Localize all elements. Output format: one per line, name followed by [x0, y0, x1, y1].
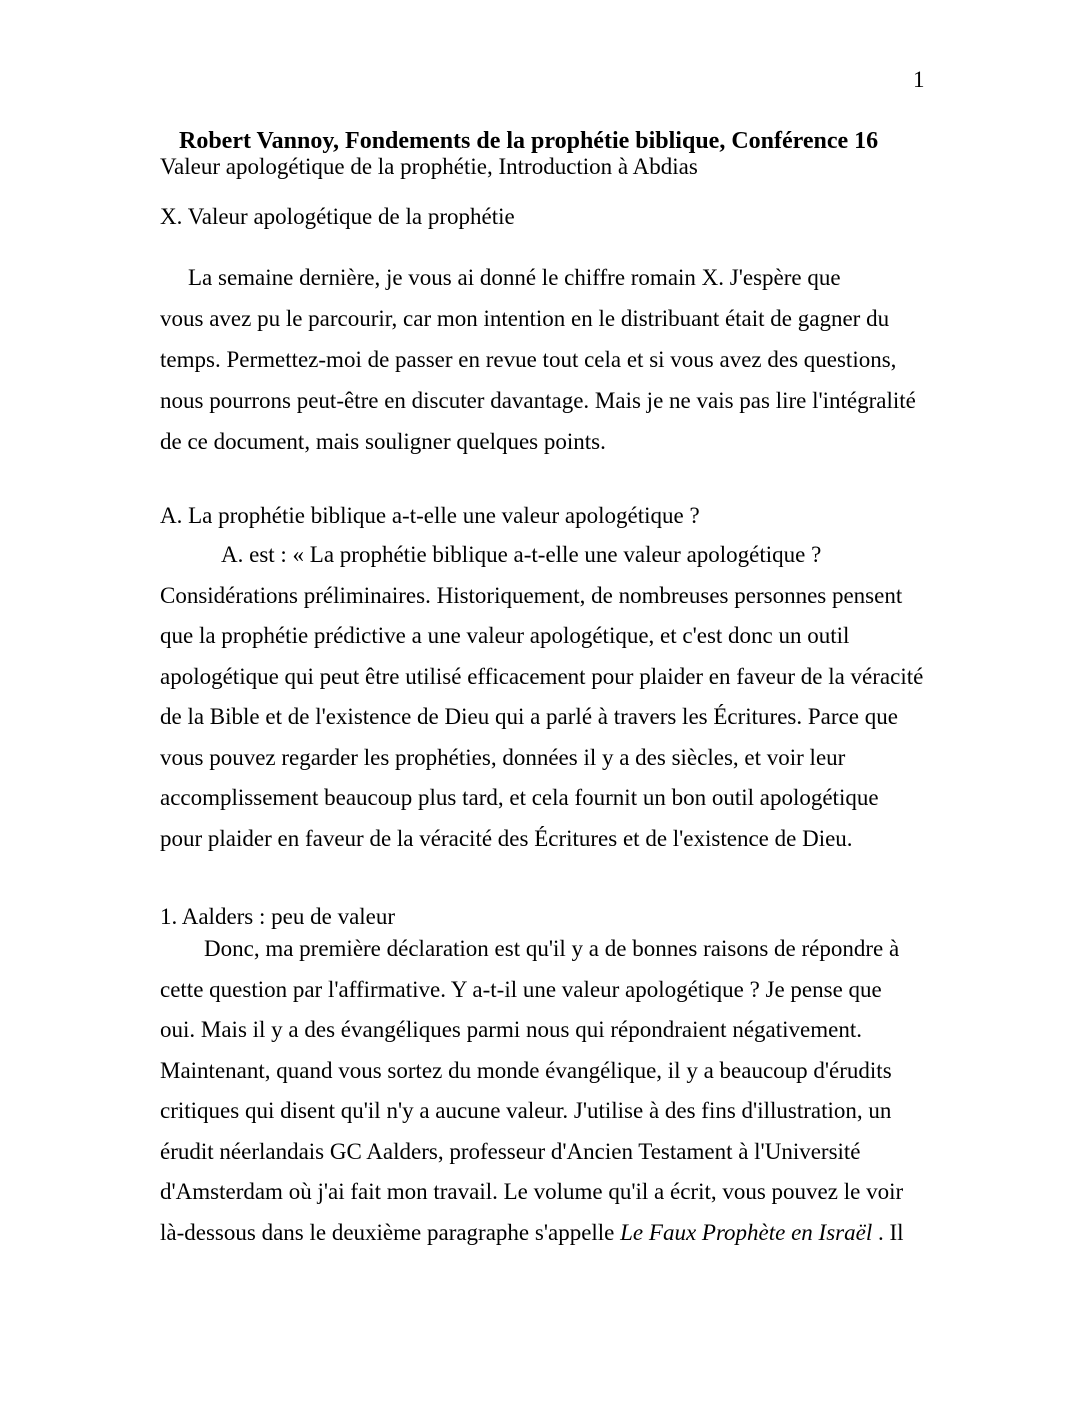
text-line: temps. Permettez-moi de passer en revue tout cela et si vous avez des questions,: [160, 347, 897, 372]
text-line-with-book-title: [160, 1213, 904, 1254]
text-line: que la prophétie prédictive a une valeur apologétique, et c'est donc un outil: [160, 623, 850, 648]
text-line: cette question par l'affirmative. Y a-t-il une valeur apologétique ? Je pense que: [160, 976, 882, 1002]
paragraph-2: [160, 535, 923, 859]
text-line: vous avez pu le parcourir, car mon intention en le distribuant était de gagner du: [160, 306, 890, 331]
book-title-italic: Le Faux Prophète en Israël: [620, 1219, 873, 1245]
document-title: Robert Vannoy, Fondements de la prophétie biblique, Conférence 16: [179, 128, 879, 154]
paragraph-1: [160, 257, 916, 462]
text-line: nous pourrons peut-être en discuter davantage. Mais je ne vais pas lire l'intégralité: [160, 388, 916, 413]
text-line: A. est : « La prophétie biblique a-t-elle une valeur apologétique ?: [221, 542, 822, 567]
text-line: érudit néerlandais GC Aalders, professeur d'Ancien Testament à l'Université: [160, 1138, 861, 1164]
text-line: Considérations préliminaires. Historiquement, de nombreuses personnes pensent: [160, 582, 903, 608]
heading-section-a: A. La prophétie biblique a-t-elle une valeur apologétique ?: [160, 503, 700, 528]
text-line: accomplissement beaucoup plus tard, et cela fournit un bon outil apologétique: [160, 785, 879, 810]
text-segment: . Il: [872, 1219, 904, 1245]
heading-section-x: X. Valeur apologétique de la prophétie: [160, 204, 515, 229]
document-subtitle: Valeur apologétique de la prophétie, Introduction à Abdias: [160, 154, 698, 179]
text-line: de la Bible et de l'existence de Dieu qui a parlé à travers les Écritures. Parce que: [160, 704, 898, 729]
heading-section-1: 1. Aalders : peu de valeur: [160, 904, 396, 929]
page-number: 1: [913, 67, 925, 92]
document-header: [160, 129, 878, 179]
text-line: critiques qui disent qu'il n'y a aucune valeur. J'utilise à des fins d'illustration, un: [160, 1098, 892, 1123]
text-line: de ce document, mais souligner quelques points.: [160, 429, 606, 454]
paragraph-3: [160, 929, 904, 1253]
text-line: oui. Mais il y a des évangéliques parmi nous qui répondraient négativement.: [160, 1017, 862, 1042]
text-line: La semaine dernière, je vous ai donné le chiffre romain X. J'espère que: [188, 265, 841, 290]
text-line: apologétique qui peut être utilisé efficacement pour plaider en faveur de la véracité: [160, 663, 924, 689]
text-segment: là-dessous dans le deuxième paragraphe s'appelle: [160, 1219, 621, 1245]
text-line: Donc, ma première déclaration est qu'il y a de bonnes raisons de répondre à: [204, 936, 900, 961]
text-line: pour plaider en faveur de la véracité des Écritures et de l'existence de Dieu.: [160, 825, 853, 851]
text-line: vous pouvez regarder les prophéties, données il y a des siècles, et voir leur: [160, 744, 846, 770]
text-line: Maintenant, quand vous sortez du monde évangélique, il y a beaucoup d'érudits: [160, 1057, 892, 1083]
text-line: d'Amsterdam où j'ai fait mon travail. Le volume qu'il a écrit, vous pouvez le voir: [160, 1179, 904, 1204]
